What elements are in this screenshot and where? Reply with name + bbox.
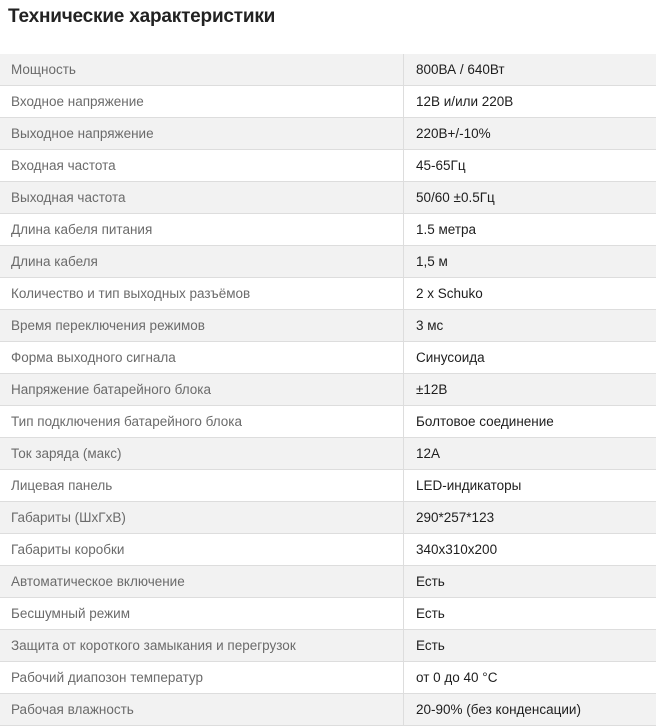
spec-row [0, 502, 656, 534]
spec-value: 3 мс [404, 310, 656, 342]
spec-value: 290*257*123 [404, 502, 656, 534]
spec-row [0, 598, 656, 630]
spec-value: 12А [404, 438, 656, 470]
spec-value: 45-65Гц [404, 150, 656, 182]
spec-row [0, 694, 656, 726]
spec-row [0, 118, 656, 150]
spec-row [0, 278, 656, 310]
spec-row [0, 438, 656, 470]
spec-name: Рабочая влажность [0, 694, 404, 726]
spec-row [0, 662, 656, 694]
spec-row [0, 630, 656, 662]
spec-value: от 0 до 40 °С [404, 662, 656, 694]
spec-value: 12В и/или 220В [404, 86, 656, 118]
spec-value: 800ВА / 640Вт [404, 54, 656, 86]
spec-row [0, 566, 656, 598]
spec-name: Защита от короткого замыкания и перегрузок [0, 630, 404, 662]
spec-row [0, 310, 656, 342]
section-title: Технические характеристики [8, 3, 275, 31]
spec-name: Лицевая панель [0, 470, 404, 502]
spec-name: Рабочий диапозон температур [0, 662, 404, 694]
spec-row [0, 246, 656, 278]
spec-row [0, 470, 656, 502]
spec-value: Есть [404, 566, 656, 598]
spec-name: Входное напряжение [0, 86, 404, 118]
spec-row [0, 342, 656, 374]
spec-value: 1,5 м [404, 246, 656, 278]
spec-value: 220В+/-10% [404, 118, 656, 150]
spec-name: Бесшумный режим [0, 598, 404, 630]
spec-name: Габариты (ШхГхВ) [0, 502, 404, 534]
spec-name: Входная частота [0, 150, 404, 182]
spec-value: LED-индикаторы [404, 470, 656, 502]
spec-value: 50/60 ±0.5Гц [404, 182, 656, 214]
spec-name: Количество и тип выходных разъёмов [0, 278, 404, 310]
spec-row [0, 214, 656, 246]
spec-name: Напряжение батарейного блока [0, 374, 404, 406]
spec-value: ±12В [404, 374, 656, 406]
spec-value: 1.5 метра [404, 214, 656, 246]
spec-name: Тип подключения батарейного блока [0, 406, 404, 438]
spec-value: Синусоида [404, 342, 656, 374]
spec-row [0, 86, 656, 118]
spec-name: Длина кабеля питания [0, 214, 404, 246]
spec-value: Болтовое соединение [404, 406, 656, 438]
specifications-table [0, 54, 656, 726]
spec-name: Мощность [0, 54, 404, 86]
spec-value: Есть [404, 630, 656, 662]
spec-value: 2 x Schuko [404, 278, 656, 310]
spec-name: Ток заряда (макс) [0, 438, 404, 470]
spec-value: 20-90% (без конденсации) [404, 694, 656, 726]
spec-name: Габариты коробки [0, 534, 404, 566]
spec-value: Есть [404, 598, 656, 630]
spec-name: Выходное напряжение [0, 118, 404, 150]
spec-name: Длина кабеля [0, 246, 404, 278]
spec-row [0, 54, 656, 86]
spec-row [0, 534, 656, 566]
spec-row [0, 406, 656, 438]
spec-row [0, 182, 656, 214]
spec-row [0, 374, 656, 406]
spec-name: Автоматическое включение [0, 566, 404, 598]
spec-name: Форма выходного сигнала [0, 342, 404, 374]
specifications-table-body [0, 54, 656, 726]
spec-name: Время переключения режимов [0, 310, 404, 342]
spec-name: Выходная частота [0, 182, 404, 214]
spec-value: 340x310x200 [404, 534, 656, 566]
spec-row [0, 150, 656, 182]
